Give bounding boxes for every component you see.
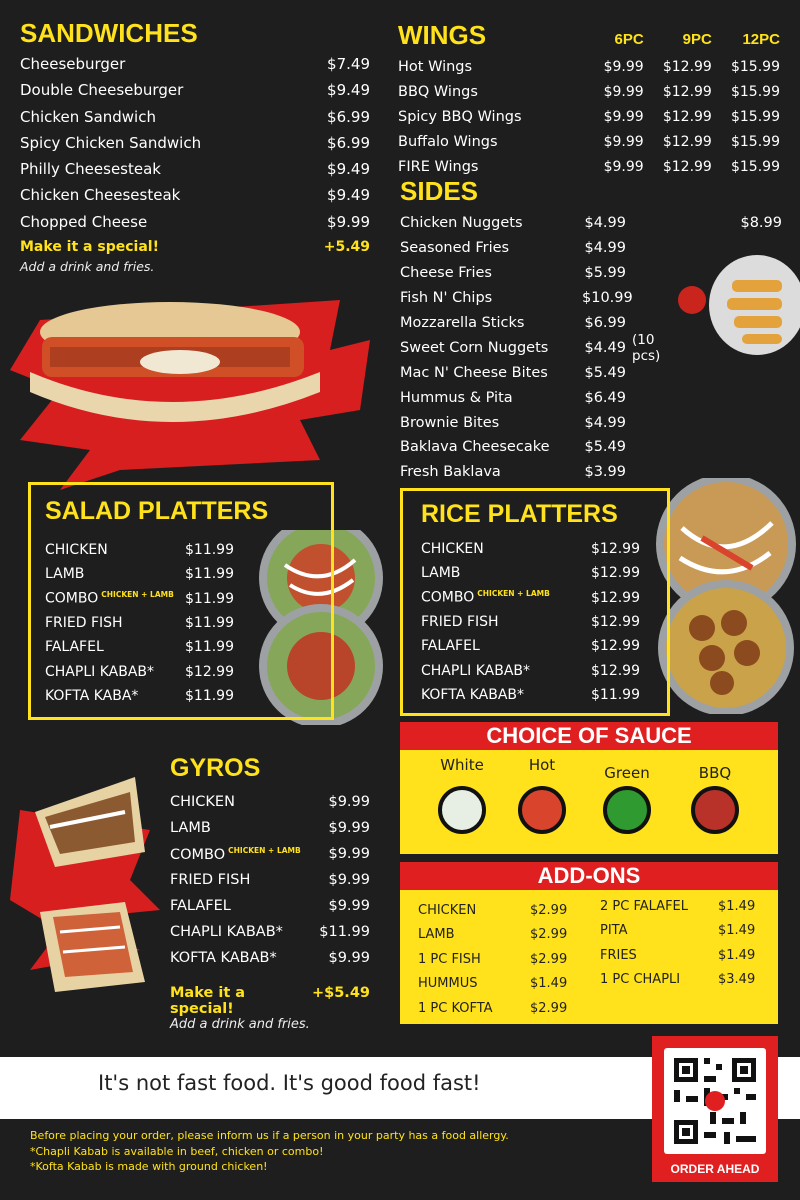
menu-item: FRIES $1.49	[600, 947, 756, 963]
menu-item: FRIED FISH $12.99	[421, 614, 640, 631]
menu-item: 1 PC KOFTA $2.99	[418, 1000, 568, 1016]
order-ahead-qr[interactable]	[652, 1036, 778, 1182]
chapli-note: *Chapli Kabab is available in beef, chicken or combo!	[30, 1144, 324, 1158]
combo-note: CHICKEN + LAMB	[101, 590, 174, 600]
menu-item: CHAPLI KABAB* $12.99	[421, 662, 640, 679]
menu-item: FALAFEL $11.99	[45, 639, 234, 656]
wings-col-header: 12PC	[742, 31, 780, 48]
menu-item: 2 PC FALAFEL $1.49	[600, 898, 756, 914]
addons-title: ADD-ONS	[400, 862, 778, 890]
wings-section	[398, 20, 780, 179]
menu-item: Hot Wings $9.99 $12.99 $15.99	[398, 58, 780, 75]
menu-item: Fish N' Chips $10.99	[400, 290, 633, 307]
sandwiches-title: SANDWICHES	[20, 18, 198, 48]
sauce-option-white: White	[422, 756, 502, 834]
menu-item: LAMB $2.99	[418, 927, 568, 943]
menu-item: Chicken Cheesesteak $9.49	[20, 186, 370, 205]
menu-item: Mac N' Cheese Bites $5.49	[400, 364, 626, 381]
menu-item: FRIED FISH $11.99	[45, 615, 234, 632]
menu-item: CHICKEN $9.99	[170, 794, 370, 810]
special-offer-note: Add a drink and fries.	[170, 1017, 310, 1032]
menu-item: 1 PC FISH $2.99	[418, 951, 568, 967]
addons-left-column	[418, 898, 570, 1021]
menu-item: Sweet Corn Nuggets $4.49 (10 pcs)	[400, 331, 661, 364]
menu-item: LAMB $9.99	[170, 820, 370, 836]
menu-item: LAMB $11.99	[45, 566, 234, 583]
menu-item: KOFTA KABAB* $11.99	[421, 686, 640, 703]
wings-title: WINGS	[398, 20, 487, 50]
rice-platters-title: RICE PLATTERS	[421, 500, 618, 528]
rice-platter-photos	[652, 478, 800, 714]
sauce-title: CHOICE OF SAUCE	[400, 722, 778, 750]
menu-item: CHICKEN $11.99	[45, 542, 234, 559]
gyros-title: GYROS	[170, 754, 261, 782]
menu-item: Cheese Fries $5.99	[400, 265, 626, 282]
menu-item: COMBO $^{CHICKEN + LAMB}$ $11.99	[45, 590, 234, 608]
gyros-section	[170, 754, 370, 1032]
menu-item: FALAFEL $12.99	[421, 638, 640, 655]
menu-item: 1 PC CHAPLI $3.49	[600, 972, 756, 988]
menu-item: CHICKEN $12.99	[421, 541, 640, 558]
addons-section	[400, 862, 778, 1024]
wings-header	[398, 20, 780, 54]
special-offer: Make it a special! +5.49	[20, 239, 370, 256]
menu-item: BBQ Wings $9.99 $12.99 $15.99	[398, 83, 780, 100]
sauce-cup-icon	[518, 786, 566, 834]
special-offer: Make it a special! +$5.49	[170, 985, 370, 1017]
menu-item: Double Cheeseburger $9.49	[20, 81, 370, 100]
sauce-cup-icon	[603, 786, 651, 834]
footer-notes	[30, 1128, 509, 1175]
menu-item: Cheeseburger $7.49	[20, 55, 370, 73]
sauce-cup-icon	[691, 786, 739, 834]
sauce-section	[400, 722, 778, 854]
combo-note: CHICKEN + LAMB	[228, 845, 301, 855]
rice-platters-section	[400, 488, 670, 716]
tagline: It's not fast food. It's good food fast!	[98, 1071, 481, 1095]
menu-item: CHAPLI KABAB* $11.99	[170, 924, 370, 940]
sauce-cup-icon	[438, 786, 486, 834]
combo-note: CHICKEN + LAMB	[477, 589, 550, 599]
menu-item: Chopped Cheese $9.99	[20, 212, 370, 231]
menu-item: KOFTA KABAB* $9.99	[170, 950, 370, 966]
menu-item: PITA $1.49	[600, 923, 756, 939]
menu-item: Brownie Bites $4.99	[400, 414, 626, 431]
menu-item: FALAFEL $9.99	[170, 898, 370, 914]
menu-item: Spicy BBQ Wings $9.99 $12.99 $15.99	[398, 108, 780, 125]
sauce-option-bbq: BBQ	[675, 764, 755, 834]
salad-platters-section	[28, 482, 334, 720]
menu-item: FRIED FISH $9.99	[170, 872, 370, 888]
kofta-note: *Kofta Kabab is made with ground chicken!	[30, 1160, 268, 1173]
menu-item: FIRE Wings $9.99 $12.99 $15.99	[398, 158, 780, 175]
menu-item: CHICKEN $2.99	[418, 902, 568, 918]
menu-item: Philly Cheesesteak $9.49	[20, 160, 370, 179]
order-ahead-label: ORDER AHEAD	[670, 1162, 760, 1176]
salad-platters-title: SALAD PLATTERS	[45, 497, 269, 525]
menu-item: HUMMUS $1.49	[418, 976, 568, 992]
wings-col-header: 6PC	[614, 31, 644, 48]
menu-item: Fresh Baklava $3.99	[400, 464, 626, 481]
menu-item: Spicy Chicken Sandwich $6.99	[20, 133, 370, 152]
qr-code-icon	[664, 1048, 766, 1154]
allergy-note: Before placing your order, please inform us if a person in your party has a food allergy.	[30, 1129, 509, 1142]
menu-item: Baklava Cheesecake $5.49	[400, 439, 626, 456]
sandwiches-section	[20, 18, 370, 274]
menu-item: COMBO $^{CHICKEN + LAMB}$ $12.99	[421, 589, 640, 607]
menu-item: Hummus & Pita $6.49	[400, 389, 626, 406]
sides-section	[400, 176, 785, 485]
sauce-option-green: Green	[587, 764, 667, 834]
special-offer-note: Add a drink and fries.	[20, 259, 155, 275]
menu-item: Chicken Nuggets $4.99 $8.99	[400, 215, 782, 232]
menu-item: Chicken Sandwich $6.99	[20, 107, 370, 126]
wings-col-header: 9PC	[682, 31, 712, 48]
sides-title: SIDES	[400, 176, 479, 206]
addons-right-column	[600, 894, 756, 992]
menu-item: COMBO $^{CHICKEN + LAMB}$ $9.99	[170, 845, 370, 863]
menu-item: Mozzarella Sticks $6.99	[400, 315, 626, 331]
menu-item: CHAPLI KABAB* $12.99	[45, 663, 234, 680]
menu-item: KOFTA KABA* $11.99	[45, 687, 234, 704]
sauce-option-hot: Hot	[502, 756, 582, 834]
gyro-wrap-photos	[25, 772, 155, 1002]
menu-item: Buffalo Wings $9.99 $12.99 $15.99	[398, 133, 780, 150]
menu-item: Seasoned Fries $4.99	[400, 240, 626, 257]
sandwich-photo	[20, 292, 320, 442]
menu-item: LAMB $12.99	[421, 565, 640, 582]
